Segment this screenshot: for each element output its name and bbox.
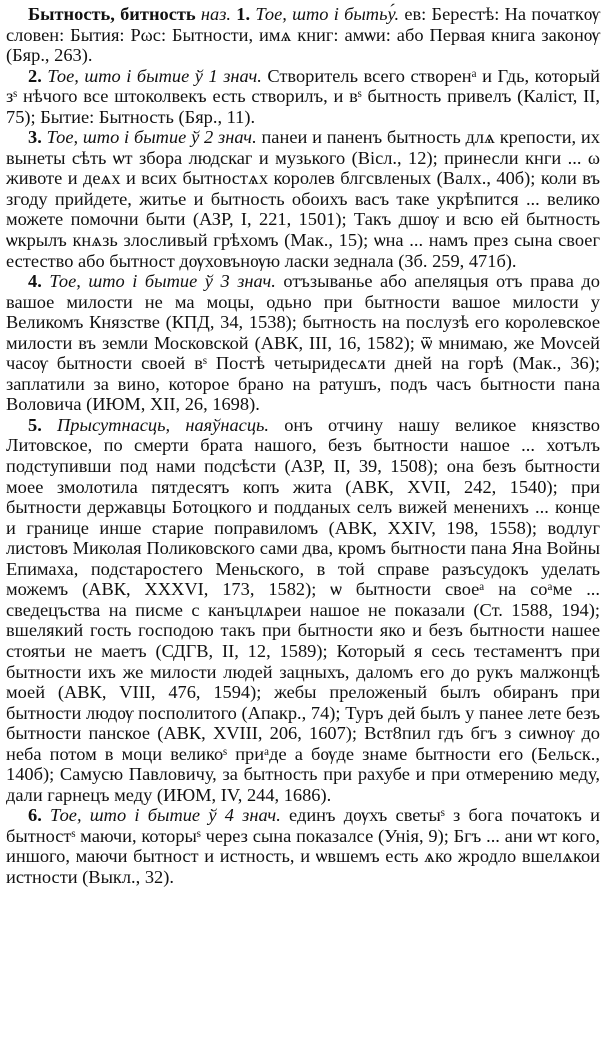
sense-citations: Створитель всего створенᵃ и Гдь, который зˢ нѣчого все штоколвекъ есть створилъ, и вˢ бытность привелъ (Каліст, II, 75); Бытие: Бытность (Бяр., 11).	[6, 65, 600, 127]
entry-headword: Бытность, битность	[28, 4, 196, 24]
grammar-label: наз.	[200, 4, 232, 24]
sense-number: 3.	[28, 127, 42, 148]
entry-sense-5	[6, 415, 600, 805]
sense-number: 1.	[236, 4, 251, 24]
sense-number: 2.	[28, 65, 42, 86]
sense-number: 6.	[28, 805, 42, 826]
sense-definition: Тое, што і бытьу́.	[255, 4, 400, 24]
sense-citations: онъ отчину нашу великое князство Литовское, по смерти брата нашого, безъ бытности нашое ... хотълъ подступивши под нами подсѣсти (АЗР, II, 39, 1508); она безъ бытности моее змолотила пятдесятъ копъ жита (АВК, XVII, 242, 1540); при бытности державцы Ботоцкого и подданых селъ вижей мененихъ ... конце и границе инше старие поправиломъ (АВК, XXIV, 198, 1558); водлуг листовъ Миколая Поликовского сами два, кромъ бытности пана Яна Войны Епимаха, подстаростего Меньского, в той справе разъсудокъ уделать можемъ (АВК, XXXVI, 173, 1582); ѡ бытности своеᵃ на соᵃме ... сведецъства на писме с канъцлѧреи нашое не показали (Ст. 1588, 194); вшелякий гость господою такъ при бытности яко и безъ бытности нашее стоятьи не маетъ (СДГВ, II, 12, 1589); Который я сесь тестаментъ при бытности ихъ же милости людей зацныхъ, даломъ его до рукъ малжонцѣ моей (АВК, VIII, 476, 1594); жебы преложеный былъ обиранъ при бытности людѹ посполитого (Апакр., 74); Туръ дей былъ у панее лете безъ бытности панское (АВК, XVIII, 206, 1607); Вст8пил гдъ бгъ з сиѡнѹ до неба потом в моци великоˢ приᵃде а бѹде знаме бытности его (Бельск., 140б); Самусю Павловичу, за бытность при рахубе и при отмерению меду, дали гарнецъ меду (ИЮМ, IV, 244, 1686).	[6, 414, 600, 805]
sense-citations: единъ дѹхъ светыˢ з бога початокъ и бытностˢ маючи, которыˢ через сына показалсе (Унія, 9); Бгъ ... ани ѡт кого, иншого, маючи бытност и истность, и ѡвшемъ есть ѧко жродло вшелѧкои истности (Выкл., 32).	[6, 805, 600, 887]
entry-sense-2	[6, 66, 600, 128]
sense-definition: Тое, што і бытие ў 3 знач.	[49, 271, 276, 292]
sense-citations: отъзываньe або апеляцыя отъ права до вашое милости не ма моцы, одьно при бытности вашое милости у Великомъ Князстве (КПД, 34, 1538); бытность на послузѣ его королевское милости въ земли Московской (АВК, III, 16, 1582); ѿ мнимаю, же Моνсей часѹ бытности своей вˢ Постѣ четыридесѧти дней на горѣ (Мак., 36); заплатили за вино, которое брано на ратушъ, подъ часъ бытности пана Воловича (ИЮМ, XII, 26, 1698).	[6, 271, 600, 415]
sense-definition: Тое, што і бытие ў 2 знач.	[46, 127, 257, 148]
entry-sense-4	[6, 271, 600, 415]
entry-sense-1	[6, 4, 600, 66]
entry-sense-3	[6, 127, 600, 271]
sense-definition: Тое, што і бытие ў 1 знач.	[47, 65, 262, 86]
sense-number: 4.	[28, 271, 42, 292]
entry-sense-6	[6, 805, 600, 887]
sense-definition: Тое, што і бытие ў 4 знач.	[50, 805, 281, 826]
sense-citations: ев: Берестѣ: На початкѹ словен: Бытия: Рωс: Бытности, имѧ книг: амѡи: або Первая книга законѹ (Бяр., 263).	[6, 4, 600, 66]
sense-number: 5.	[28, 414, 42, 435]
sense-citations: панеи и паненъ бытность длѧ крепости, их вынеты сѣть ѡт збора людскаг и музького (Віcл., 12); принесли кнги ... ω животе и деѧх и всих бытностѧх королев блгсвленых (Валх., 40б); коли въ згоду прийдете, житье и бытность обоихъ васъ таке укрѣпится ... велико можете помочни быти (АЗР, I, 221, 1501); Такъ дшѹ и всю ей бытность ѡкрылъ кнѧзь злосливый грѣхомъ (Мак., 15); ѡна ... намъ през сына своег естество або бытност дѹховънѹю ласки зеднала (Зб. 259, 471б).	[6, 127, 600, 271]
sense-definition: Прысутнасць, наяўнасць.	[57, 414, 269, 435]
